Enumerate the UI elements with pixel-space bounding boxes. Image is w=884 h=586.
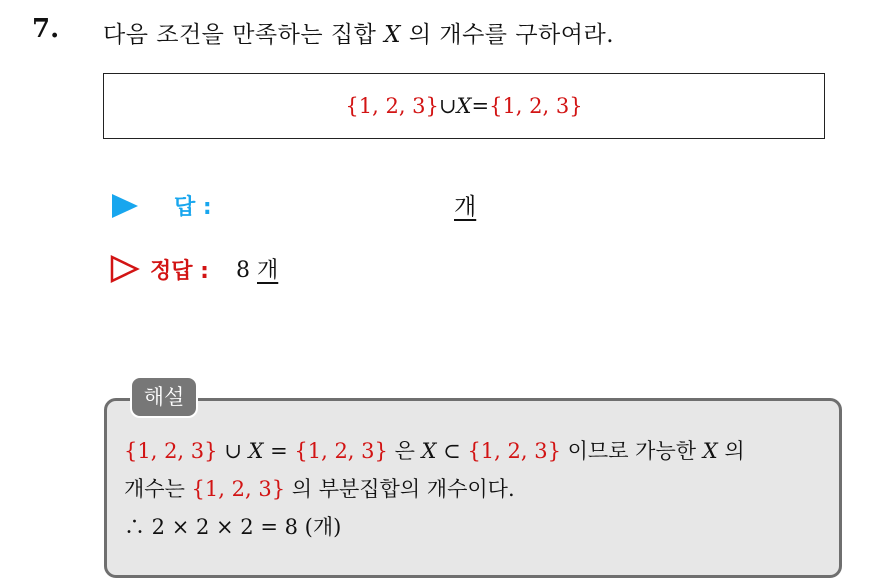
- answer-label: 답 :: [174, 195, 212, 220]
- explanation-set-a: {1, 2, 3}: [124, 439, 218, 463]
- condition-var: X: [456, 94, 472, 118]
- correct-answer-row: [110, 252, 610, 288]
- explanation-var-2: X: [421, 439, 437, 463]
- explanation-tail-2: 의 부분집합의 개수이다.: [285, 477, 515, 501]
- question-text: [103, 16, 614, 49]
- explanation-equals: =: [263, 439, 295, 463]
- explanation-union: ∪: [217, 439, 249, 463]
- explanation-line-1: [124, 432, 834, 470]
- explanation-set-b: {1, 2, 3}: [294, 439, 388, 463]
- explanation-eun: 은: [387, 439, 422, 463]
- explanation-body: [124, 432, 834, 546]
- explanation-line-2: [124, 470, 834, 508]
- question-text-after: 의 개수를 구하여라.: [401, 22, 615, 48]
- explanation-set-c: {1, 2, 3}: [467, 439, 561, 463]
- explanation-lead: 개수는: [124, 477, 192, 501]
- outline-play-icon: [110, 255, 140, 283]
- explanation-end: 의: [717, 439, 745, 463]
- explanation-var: X: [248, 439, 264, 463]
- answer-row: [110, 188, 610, 224]
- correct-answer-unit: 개: [257, 258, 279, 283]
- explanation-var-3: X: [702, 439, 718, 463]
- explanation-set-d: {1, 2, 3}: [191, 477, 286, 501]
- explanation-line-3: ∴ 2 × 2 × 2 = 8 (개): [124, 515, 342, 539]
- condition-box: [103, 73, 825, 139]
- explanation-subset: ⊂: [436, 439, 468, 463]
- explanation-tail: 이므로 가능한: [560, 439, 703, 463]
- correct-answer-number: 8: [236, 258, 250, 283]
- condition-equals: =: [471, 94, 490, 118]
- condition-union: ∪: [438, 94, 457, 118]
- question-var: X: [384, 22, 402, 48]
- answer-unit[interactable]: 개: [454, 194, 477, 220]
- condition-set-a: {1, 2, 3}: [345, 94, 439, 118]
- correct-answer-value: [236, 253, 278, 284]
- correct-answer-label: 정답 :: [150, 259, 209, 284]
- explanation-tag: 해설: [130, 376, 198, 418]
- condition-set-b: {1, 2, 3}: [489, 94, 583, 118]
- play-icon: [112, 194, 138, 218]
- question-number: 7.: [32, 14, 60, 44]
- question-text-before: 다음 조건을 만족하는 집합: [103, 22, 385, 48]
